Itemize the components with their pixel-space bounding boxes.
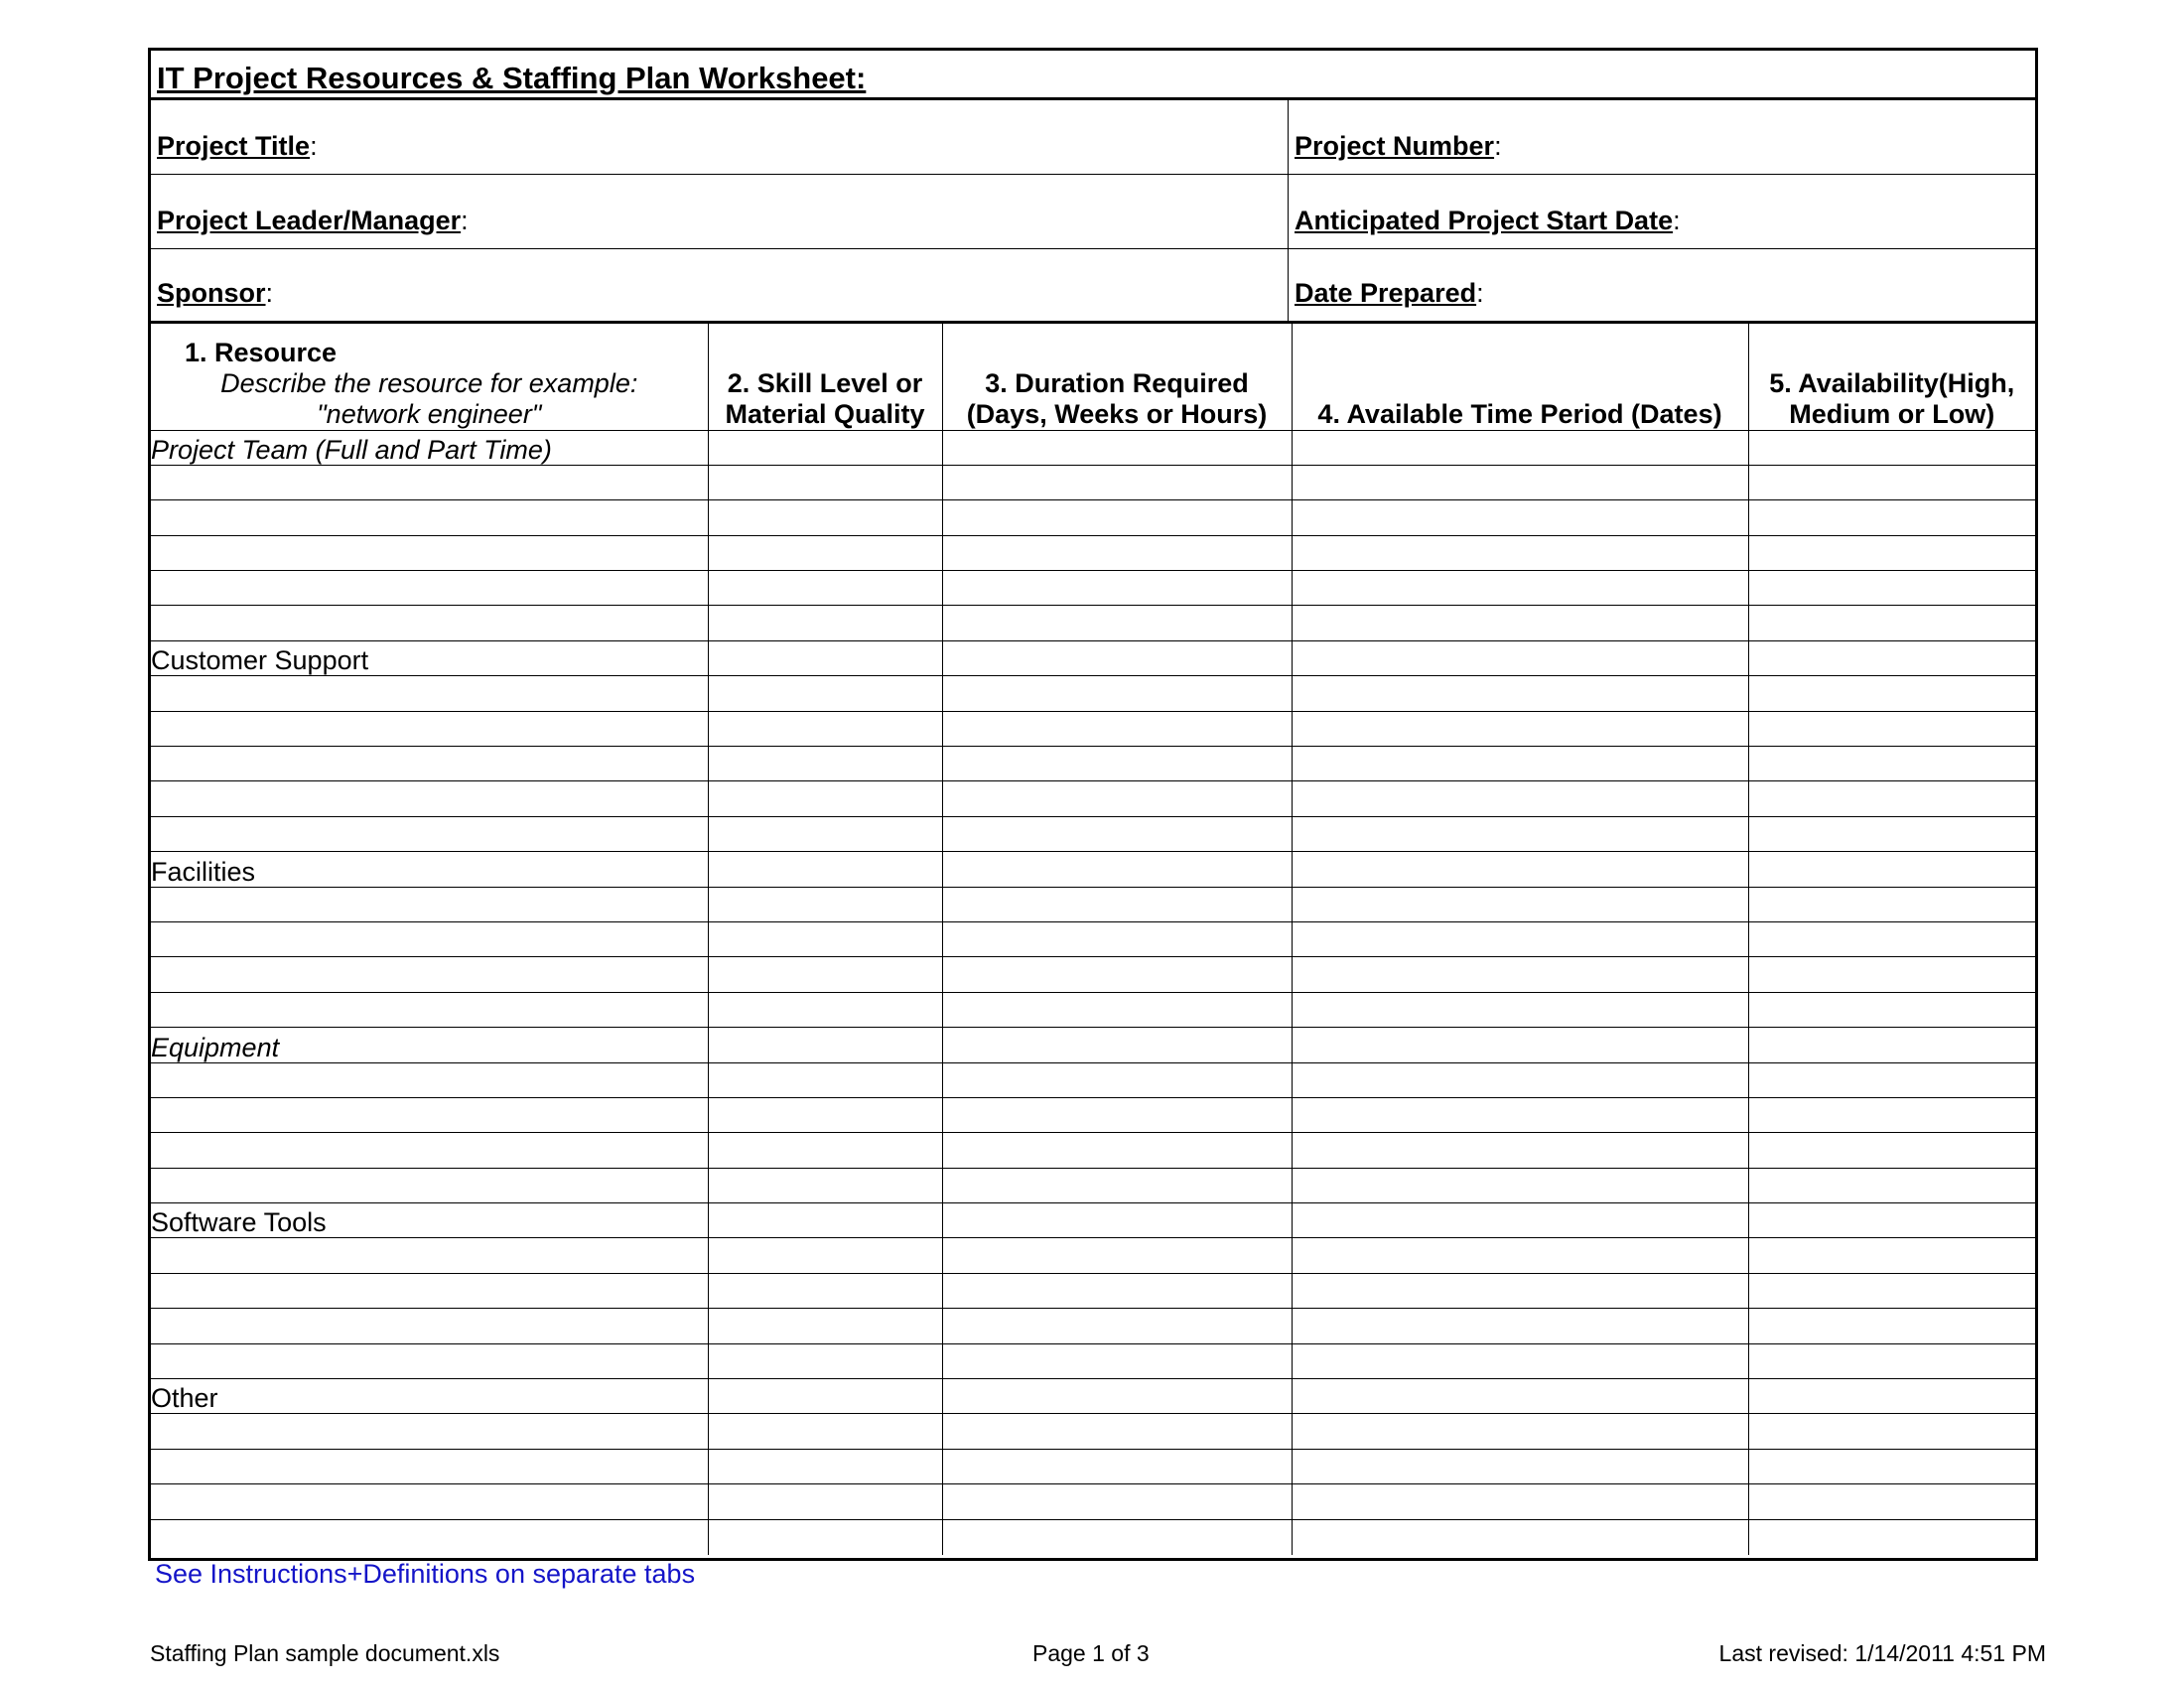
table-cell[interactable] xyxy=(942,1238,1292,1273)
table-cell[interactable] xyxy=(942,921,1292,956)
table-cell[interactable] xyxy=(942,1484,1292,1519)
table-row xyxy=(151,1449,2035,1483)
column-header-duration: 3. Duration Required (Days, Weeks or Hours) xyxy=(942,324,1292,430)
table-cell[interactable] xyxy=(942,640,1292,675)
table-cell[interactable] xyxy=(1292,1028,1748,1062)
table-cell[interactable] xyxy=(708,992,942,1027)
table-row xyxy=(151,992,2035,1027)
table-cell[interactable] xyxy=(708,640,942,675)
table-row xyxy=(151,1519,2035,1554)
worksheet xyxy=(148,48,2038,1561)
table-cell[interactable] xyxy=(1748,535,2035,570)
table-cell[interactable] xyxy=(708,1273,942,1308)
project-leader-field[interactable]: Project Leader/Manager : xyxy=(151,175,1289,248)
table-cell[interactable] xyxy=(1292,816,1748,851)
table-row xyxy=(151,1379,2035,1414)
table-cell[interactable] xyxy=(708,500,942,535)
table-row xyxy=(151,816,2035,851)
resource-cell[interactable]: Equipment xyxy=(151,1028,708,1062)
resource-cell[interactable] xyxy=(151,606,708,640)
resource-cell[interactable]: Software Tools xyxy=(151,1203,708,1238)
table-cell[interactable] xyxy=(942,1168,1292,1202)
table-row xyxy=(151,852,2035,887)
table-cell[interactable] xyxy=(1292,1203,1748,1238)
resource-cell[interactable] xyxy=(151,1484,708,1519)
table-cell[interactable] xyxy=(1748,1343,2035,1378)
table-cell[interactable] xyxy=(1292,676,1748,711)
table-cell[interactable] xyxy=(708,921,942,956)
table-cell[interactable] xyxy=(942,1449,1292,1483)
table-cell[interactable] xyxy=(708,606,942,640)
table-cell[interactable] xyxy=(708,430,942,465)
table-cell[interactable] xyxy=(942,1097,1292,1132)
resource-cell[interactable] xyxy=(151,465,708,499)
resource-cell[interactable] xyxy=(151,747,708,781)
table-cell[interactable] xyxy=(942,1379,1292,1414)
table-cell[interactable] xyxy=(708,1449,942,1483)
start-date-label: Anticipated Project Start Date xyxy=(1295,206,1674,235)
table-cell[interactable] xyxy=(1292,1379,1748,1414)
table-cell[interactable] xyxy=(942,676,1292,711)
resource-cell[interactable] xyxy=(151,1273,708,1308)
table-cell[interactable] xyxy=(1292,1449,1748,1483)
table-cell[interactable] xyxy=(942,1062,1292,1097)
table-row xyxy=(151,1238,2035,1273)
resource-cell[interactable] xyxy=(151,676,708,711)
resource-cell[interactable] xyxy=(151,992,708,1027)
table-row xyxy=(151,500,2035,535)
table-cell[interactable] xyxy=(1748,1449,2035,1483)
table-cell[interactable] xyxy=(1748,1133,2035,1168)
table-cell[interactable] xyxy=(708,535,942,570)
table-cell[interactable] xyxy=(708,1484,942,1519)
table-cell[interactable] xyxy=(708,1097,942,1132)
table-row xyxy=(151,1097,2035,1132)
start-date-field[interactable]: Anticipated Project Start Date : xyxy=(1295,206,1681,235)
table-row xyxy=(151,1203,2035,1238)
table-cell[interactable] xyxy=(1292,1133,1748,1168)
resource-cell[interactable] xyxy=(151,1449,708,1483)
table-cell[interactable] xyxy=(1292,640,1748,675)
resource-cell[interactable] xyxy=(151,957,708,992)
table-cell[interactable] xyxy=(1292,992,1748,1027)
table-cell[interactable] xyxy=(1748,606,2035,640)
table-cell[interactable] xyxy=(1292,1484,1748,1519)
resource-table xyxy=(151,324,2035,1555)
info-row-1 xyxy=(151,100,2035,175)
table-header-row xyxy=(151,324,2035,430)
resource-cell[interactable] xyxy=(151,1133,708,1168)
table-row xyxy=(151,535,2035,570)
table-cell[interactable] xyxy=(1292,1238,1748,1273)
date-prepared-field[interactable]: Date Prepared : xyxy=(1295,278,1484,308)
table-cell[interactable] xyxy=(942,887,1292,921)
table-cell[interactable] xyxy=(708,1519,942,1554)
project-leader-label: Project Leader/Manager xyxy=(157,206,462,235)
footer-last-revised: Last revised: 1/14/2011 4:51 PM xyxy=(1718,1640,2046,1666)
resource-cell[interactable] xyxy=(151,1062,708,1097)
table-cell[interactable] xyxy=(1292,1097,1748,1132)
table-row xyxy=(151,1168,2035,1202)
table-cell[interactable] xyxy=(942,535,1292,570)
sponsor-field[interactable]: Sponsor : xyxy=(151,249,1289,321)
footer-filename: Staffing Plan sample document.xls xyxy=(150,1640,500,1666)
table-cell[interactable] xyxy=(1292,921,1748,956)
table-cell[interactable] xyxy=(942,1519,1292,1554)
table-cell[interactable] xyxy=(708,781,942,816)
table-cell[interactable] xyxy=(708,1414,942,1449)
info-row-2 xyxy=(151,175,2035,249)
table-cell[interactable] xyxy=(942,711,1292,746)
table-row xyxy=(151,571,2035,606)
table-cell[interactable] xyxy=(942,500,1292,535)
table-cell[interactable] xyxy=(942,1414,1292,1449)
table-cell[interactable] xyxy=(1748,816,2035,851)
resource-cell[interactable] xyxy=(151,500,708,535)
table-cell[interactable] xyxy=(942,430,1292,465)
table-cell[interactable] xyxy=(708,1379,942,1414)
table-cell[interactable] xyxy=(1292,852,1748,887)
table-cell[interactable] xyxy=(708,1062,942,1097)
table-cell[interactable] xyxy=(942,1309,1292,1343)
table-cell[interactable] xyxy=(1748,957,2035,992)
table-cell[interactable] xyxy=(1748,500,2035,535)
table-row xyxy=(151,1414,2035,1449)
table-row xyxy=(151,430,2035,465)
resource-cell[interactable] xyxy=(151,1343,708,1378)
table-cell[interactable] xyxy=(942,571,1292,606)
table-cell[interactable] xyxy=(708,747,942,781)
date-prepared-label: Date Prepared xyxy=(1295,278,1477,308)
project-number-field[interactable]: Project Number : xyxy=(1295,131,1502,161)
instructions-note[interactable]: See Instructions+Definitions on separate tabs xyxy=(155,1559,696,1589)
column-header-resource: 1. Resource Describe the resource for example: "network engineer" xyxy=(151,324,708,430)
resource-cell[interactable] xyxy=(151,711,708,746)
table-cell[interactable] xyxy=(942,1273,1292,1308)
table-cell[interactable] xyxy=(1292,500,1748,535)
table-row xyxy=(151,465,2035,499)
table-row xyxy=(151,676,2035,711)
table-cell[interactable] xyxy=(942,1203,1292,1238)
table-cell[interactable] xyxy=(1748,747,2035,781)
table-cell[interactable] xyxy=(1292,535,1748,570)
table-cell[interactable] xyxy=(1748,992,2035,1027)
table-cell[interactable] xyxy=(1292,606,1748,640)
table-cell[interactable] xyxy=(942,1133,1292,1168)
table-cell[interactable] xyxy=(1292,465,1748,499)
table-cell[interactable] xyxy=(1292,957,1748,992)
sponsor-label: Sponsor xyxy=(157,278,266,308)
table-cell[interactable] xyxy=(708,676,942,711)
table-cell[interactable] xyxy=(708,1028,942,1062)
resource-cell[interactable] xyxy=(151,781,708,816)
table-cell[interactable] xyxy=(1748,1168,2035,1202)
table-cell[interactable] xyxy=(1748,1097,2035,1132)
table-cell[interactable] xyxy=(1748,1309,2035,1343)
column-header-available-period: 4. Available Time Period (Dates) xyxy=(1292,324,1748,430)
info-row-3 xyxy=(151,249,2035,324)
resource-cell[interactable] xyxy=(151,921,708,956)
table-cell[interactable] xyxy=(942,606,1292,640)
table-cell[interactable] xyxy=(1292,1414,1748,1449)
resource-cell[interactable] xyxy=(151,1309,708,1343)
resource-cell[interactable]: Other xyxy=(151,1379,708,1414)
table-row xyxy=(151,781,2035,816)
table-cell[interactable] xyxy=(1748,1519,2035,1554)
table-row xyxy=(151,747,2035,781)
table-cell[interactable] xyxy=(1748,1484,2035,1519)
table-row xyxy=(151,1273,2035,1308)
table-cell[interactable] xyxy=(708,1343,942,1378)
resource-cell[interactable] xyxy=(151,1414,708,1449)
table-cell[interactable] xyxy=(1748,1028,2035,1062)
table-cell[interactable] xyxy=(708,571,942,606)
table-cell[interactable] xyxy=(1748,1203,2035,1238)
resource-cell[interactable]: Project Team (Full and Part Time) xyxy=(151,430,708,465)
table-row xyxy=(151,1484,2035,1519)
table-cell[interactable] xyxy=(1748,640,2035,675)
table-cell[interactable] xyxy=(1748,852,2035,887)
table-cell[interactable] xyxy=(1292,1309,1748,1343)
resource-cell[interactable] xyxy=(151,816,708,851)
resource-cell[interactable]: Facilities xyxy=(151,852,708,887)
table-cell[interactable] xyxy=(942,465,1292,499)
table-cell[interactable] xyxy=(1748,676,2035,711)
table-cell[interactable] xyxy=(708,852,942,887)
table-row xyxy=(151,1133,2035,1168)
table-cell[interactable] xyxy=(942,992,1292,1027)
table-cell[interactable] xyxy=(942,957,1292,992)
table-cell[interactable] xyxy=(1748,430,2035,465)
table-cell[interactable] xyxy=(708,465,942,499)
table-cell[interactable] xyxy=(708,816,942,851)
project-title-label: Project Title xyxy=(157,131,311,161)
table-row xyxy=(151,921,2035,956)
table-cell[interactable] xyxy=(708,1309,942,1343)
table-cell[interactable] xyxy=(1748,1379,2035,1414)
table-cell[interactable] xyxy=(942,781,1292,816)
table-row xyxy=(151,1343,2035,1378)
table-row xyxy=(151,1062,2035,1097)
column-header-skill: 2. Skill Level or Material Quality xyxy=(708,324,942,430)
table-row xyxy=(151,711,2035,746)
table-body xyxy=(151,430,2035,1555)
table-cell[interactable] xyxy=(708,1168,942,1202)
table-cell[interactable] xyxy=(1292,1168,1748,1202)
table-cell[interactable] xyxy=(942,816,1292,851)
table-cell[interactable] xyxy=(1748,921,2035,956)
table-cell[interactable] xyxy=(1292,571,1748,606)
resource-cell[interactable] xyxy=(151,1519,708,1554)
resource-cell[interactable] xyxy=(151,887,708,921)
table-cell[interactable] xyxy=(708,1203,942,1238)
table-cell[interactable] xyxy=(1292,1273,1748,1308)
column-header-availability: 5. Availability(High, Medium or Low) xyxy=(1748,324,2035,430)
table-cell[interactable] xyxy=(708,711,942,746)
table-cell[interactable] xyxy=(708,1133,942,1168)
table-cell[interactable] xyxy=(1292,747,1748,781)
table-cell[interactable] xyxy=(942,1028,1292,1062)
table-row xyxy=(151,1028,2035,1062)
resource-cell[interactable] xyxy=(151,1168,708,1202)
footer-page-number: Page 1 of 3 xyxy=(1032,1640,1150,1666)
table-row xyxy=(151,957,2035,992)
table-cell[interactable] xyxy=(1748,1238,2035,1273)
table-row xyxy=(151,887,2035,921)
resource-cell[interactable] xyxy=(151,1238,708,1273)
table-cell[interactable] xyxy=(1292,1519,1748,1554)
resource-cell[interactable] xyxy=(151,571,708,606)
table-cell[interactable] xyxy=(708,957,942,992)
resource-cell[interactable]: Customer Support xyxy=(151,640,708,675)
table-cell[interactable] xyxy=(1292,430,1748,465)
table-cell[interactable] xyxy=(1748,887,2035,921)
table-cell[interactable] xyxy=(1292,1343,1748,1378)
table-cell[interactable] xyxy=(1748,571,2035,606)
table-cell[interactable] xyxy=(1292,887,1748,921)
table-cell[interactable] xyxy=(942,1343,1292,1378)
table-cell[interactable] xyxy=(1748,1273,2035,1308)
project-number-label: Project Number xyxy=(1295,131,1495,161)
table-cell[interactable] xyxy=(1292,781,1748,816)
table-cell[interactable] xyxy=(1748,1414,2035,1449)
table-cell[interactable] xyxy=(942,747,1292,781)
table-cell[interactable] xyxy=(1748,781,2035,816)
table-cell[interactable] xyxy=(1748,711,2035,746)
table-row xyxy=(151,640,2035,675)
table-cell[interactable] xyxy=(708,1238,942,1273)
table-cell[interactable] xyxy=(708,887,942,921)
table-cell[interactable] xyxy=(1292,1062,1748,1097)
resource-cell[interactable] xyxy=(151,1097,708,1132)
table-cell[interactable] xyxy=(1748,465,2035,499)
table-row xyxy=(151,1309,2035,1343)
table-cell[interactable] xyxy=(942,852,1292,887)
worksheet-title-row xyxy=(151,51,2035,100)
table-cell[interactable] xyxy=(1292,711,1748,746)
worksheet-title: IT Project Resources & Staffing Plan Worksheet: xyxy=(157,61,867,95)
table-row xyxy=(151,606,2035,640)
table-cell[interactable] xyxy=(1748,1062,2035,1097)
project-title-field[interactable]: Project Title : xyxy=(151,100,1289,174)
resource-cell[interactable] xyxy=(151,535,708,570)
